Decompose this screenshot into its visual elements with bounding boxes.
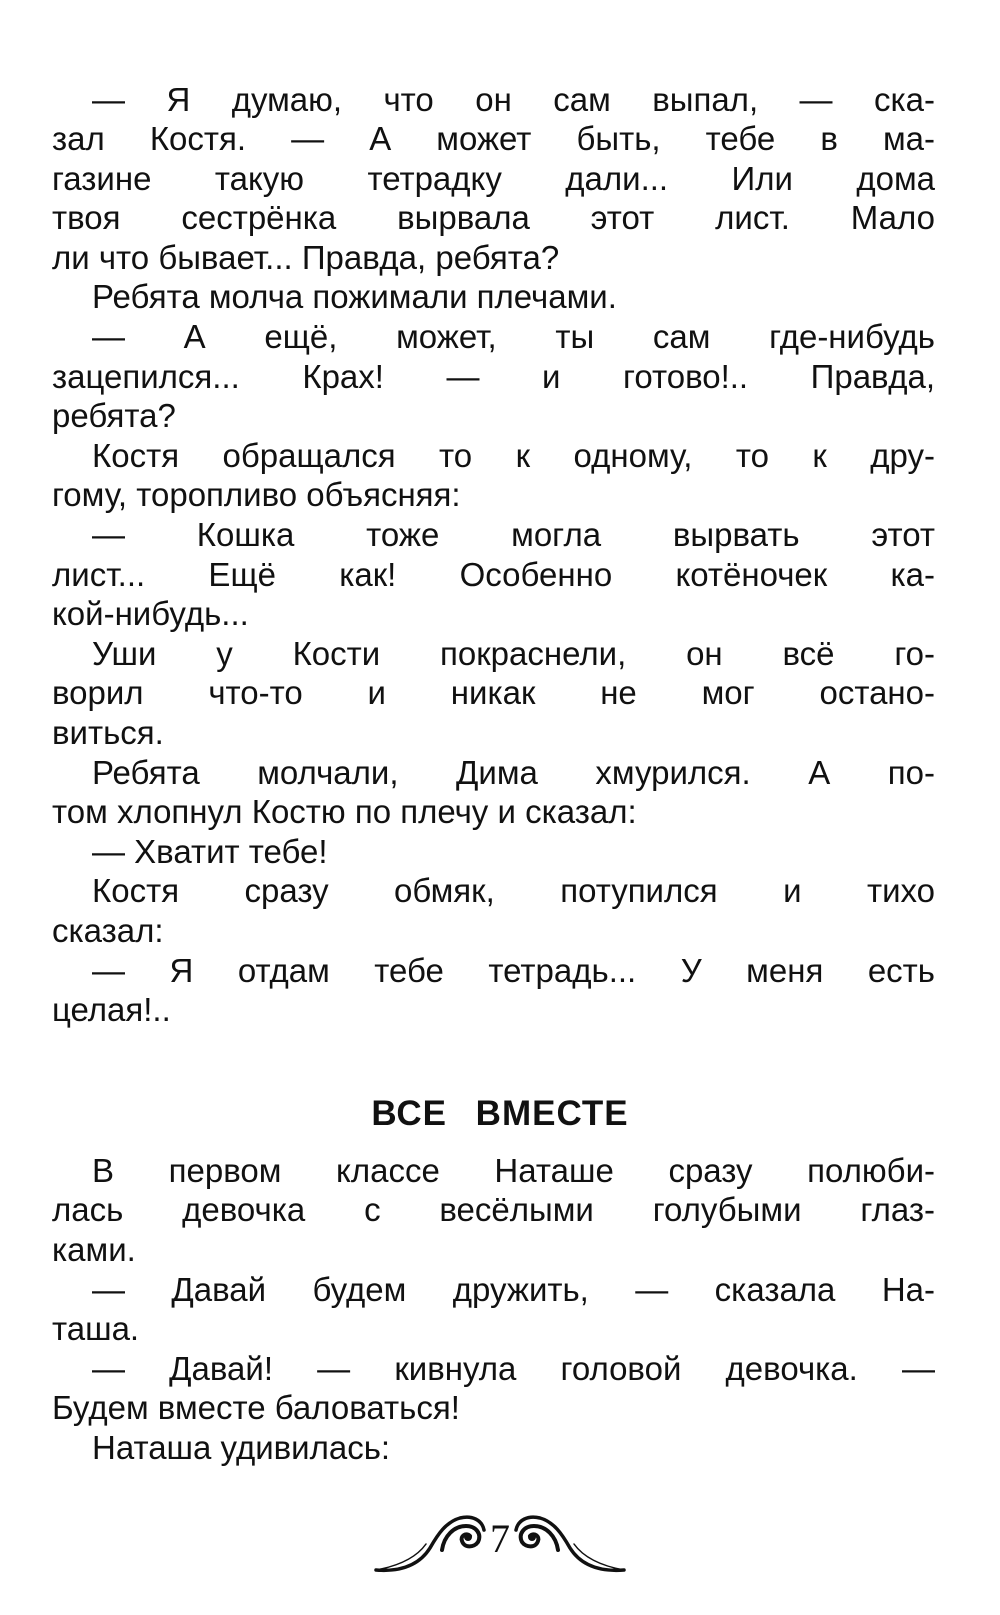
text-line: Ребята молчали, Дима хмурился. А по-: [92, 754, 935, 791]
chapter-heading: ВСЕ ВМЕСТЕ: [371, 1094, 629, 1133]
text-line: зацепился... Крах! — и готово!.. Правда,: [52, 358, 935, 395]
text-line: Наташа удивилась:: [92, 1429, 391, 1466]
text-line: Ребята молча пожимали плечами.: [92, 278, 617, 315]
text-line: том хлопнул Костю по плечу и сказал:: [52, 793, 637, 830]
text-line: — Давай будем дружить, — сказала На-: [92, 1271, 935, 1308]
text-line: Костя обращался то к одному, то к дру-: [92, 437, 935, 474]
text-line: — Я отдам тебе тетрадь... У меня есть: [92, 952, 935, 989]
text-line: — Давай! — кивнула головой девочка. —: [92, 1350, 935, 1387]
text-line: — Кошка тоже могла вырвать этот: [92, 516, 935, 553]
text-line: кой-нибудь...: [52, 595, 249, 632]
text-line: ворил что-то и никак не мог остано-: [52, 674, 935, 711]
text-line: Уши у Кости покраснели, он всё го-: [92, 635, 935, 672]
page-number: 7: [490, 1516, 510, 1561]
text-line: газине такую тетрадку дали... Или дома: [52, 160, 935, 197]
text-line: — Я думаю, что он сам выпал, — ска-: [92, 81, 935, 118]
text-line: таша.: [52, 1310, 140, 1347]
text-line: ребята?: [52, 397, 176, 434]
text-line: зал Костя. — А может быть, тебе в ма-: [52, 120, 935, 157]
text-line: Костя сразу обмяк, потупился и тихо: [92, 872, 935, 909]
text-line: лась девочка с весёлыми голубыми глаз-: [52, 1191, 935, 1228]
text-line: ли что бывает... Правда, ребята?: [52, 239, 560, 276]
text-line: — А ещё, может, ты сам где-нибудь: [92, 318, 935, 355]
text-line: Будем вместе баловаться!: [52, 1389, 460, 1426]
page-footer: [0, 1508, 1000, 1578]
text-line: целая!..: [52, 991, 171, 1028]
right-flourish-icon: [488, 1508, 628, 1578]
text-line: твоя сестрёнка вырвала этот лист. Мало: [52, 199, 935, 236]
text-line: сказал:: [52, 912, 164, 949]
text-line: ками.: [52, 1231, 136, 1268]
text-line: — Хватит тебе!: [92, 833, 328, 870]
text-line: В первом классе Наташе сразу полюби-: [92, 1152, 935, 1189]
text-line: гому, торопливо объясняя:: [52, 476, 461, 513]
text-line: лист... Ещё как! Особенно котёночек ка-: [52, 556, 935, 593]
text-line: виться.: [52, 714, 164, 751]
